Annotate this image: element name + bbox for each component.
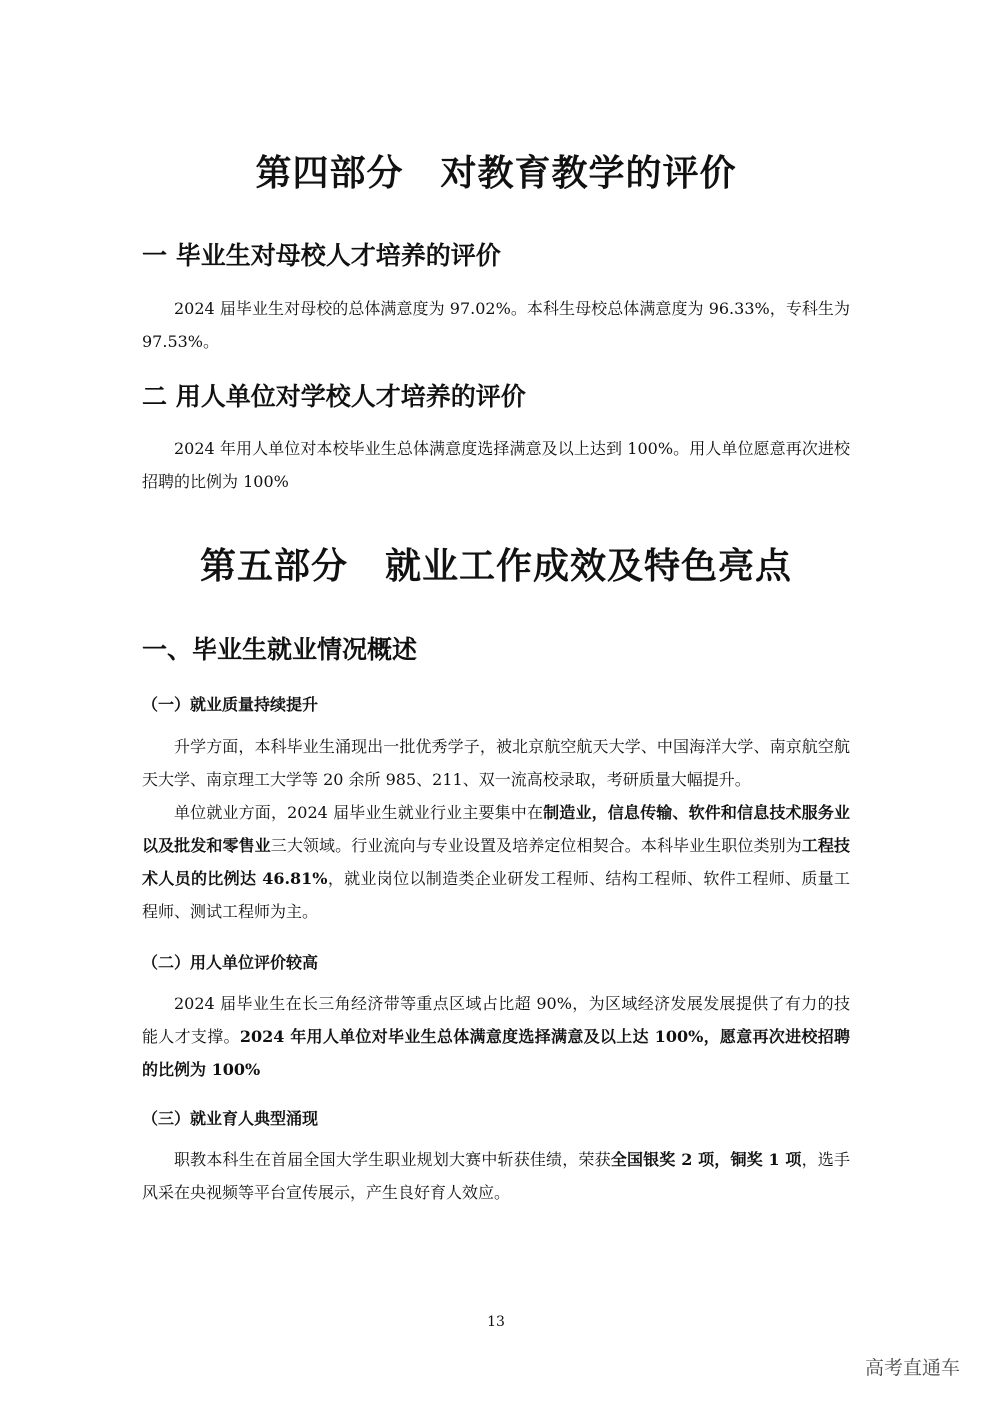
page-number: 13 — [487, 1314, 505, 1330]
bold-text-run: 全国银奖 2 项，铜奖 1 项 — [610, 1150, 802, 1169]
paragraph-further-study: 升学方面，本科毕业生涌现出一批优秀学子，被北京航空航天大学、中国海洋大学、南京航空航天大学、南京理工大学等 20 余所 985、211、双一流高校录取，考研质量大幅提升。 — [142, 737, 850, 789]
text-run: 职教本科生在首届全国大学生职业规划大赛中斩获佳绩，荣获 — [174, 1150, 611, 1169]
text-run: 三大领域。行业流向与专业设置及培养定位相契合。本科毕业生职位类别为 — [270, 836, 802, 855]
paragraph-text — [142, 1143, 850, 1209]
subsection1-paragraphs — [142, 730, 850, 928]
subsection2-title: （二）用人单位评价较高 — [142, 953, 319, 972]
part4-section2-title: 二 用人单位对学校人才培养的评价 — [142, 382, 526, 411]
bold-text-run: 2024 年用人单位对毕业生总体满意度选择满意及以上达 100%，愿意再次进校招聘的比例为 100% — [142, 1027, 850, 1079]
watermark-text: 高考直通车 — [864, 1357, 960, 1379]
text-run: 2024 届毕业生在长三角经济带等重点区域占比超 90%，为区域经济发展发展提供了有力的技能人才支撑。 — [142, 994, 850, 1046]
text-run: ，选手风采在央视频等平台宣传展示，产生良好育人效应。 — [142, 1150, 850, 1202]
part4-section1-paragraph — [142, 292, 850, 358]
bold-text-run: 制造业，信息传输、软件和信息技术服务业以及批发和零售业 — [142, 803, 850, 855]
part5-section-title: 一、毕业生就业情况概述 — [142, 635, 418, 664]
paragraph-employment — [142, 796, 850, 928]
paragraph-text: 2024 届毕业生对母校的总体满意度为 97.02%。本科生母校总体满意度为 96.33%，专科生为 97.53%。 — [142, 299, 850, 351]
subsection2-paragraph — [142, 987, 850, 1086]
part4-section2-paragraph — [142, 432, 850, 498]
subsection3-paragraph — [142, 1143, 850, 1209]
text-run: ，就业岗位以制造类企业研发工程师、结构工程师、软件工程师、质量工程师、测试工程师为主。 — [142, 869, 850, 921]
part4-title: 第四部分 对教育教学的评价 — [255, 152, 737, 194]
subsection1-title: （一）就业质量持续提升 — [142, 695, 319, 714]
paragraph-text — [142, 987, 850, 1086]
part4-section1-title: 一 毕业生对母校人才培养的评价 — [142, 241, 501, 270]
part5-title: 第五部分 就业工作成效及特色亮点 — [199, 545, 792, 587]
text-run: 单位就业方面，2024 届毕业生就业行业主要集中在 — [174, 803, 544, 822]
subsection3-title: （三）就业育人典型涌现 — [142, 1109, 319, 1128]
paragraph-text: 2024 年用人单位对本校毕业生总体满意度选择满意及以上达到 100%。用人单位愿意再次进校招聘的比例为 100% — [142, 439, 850, 491]
bold-text-run: 工程技术人员的比例达 46.81% — [142, 836, 850, 888]
